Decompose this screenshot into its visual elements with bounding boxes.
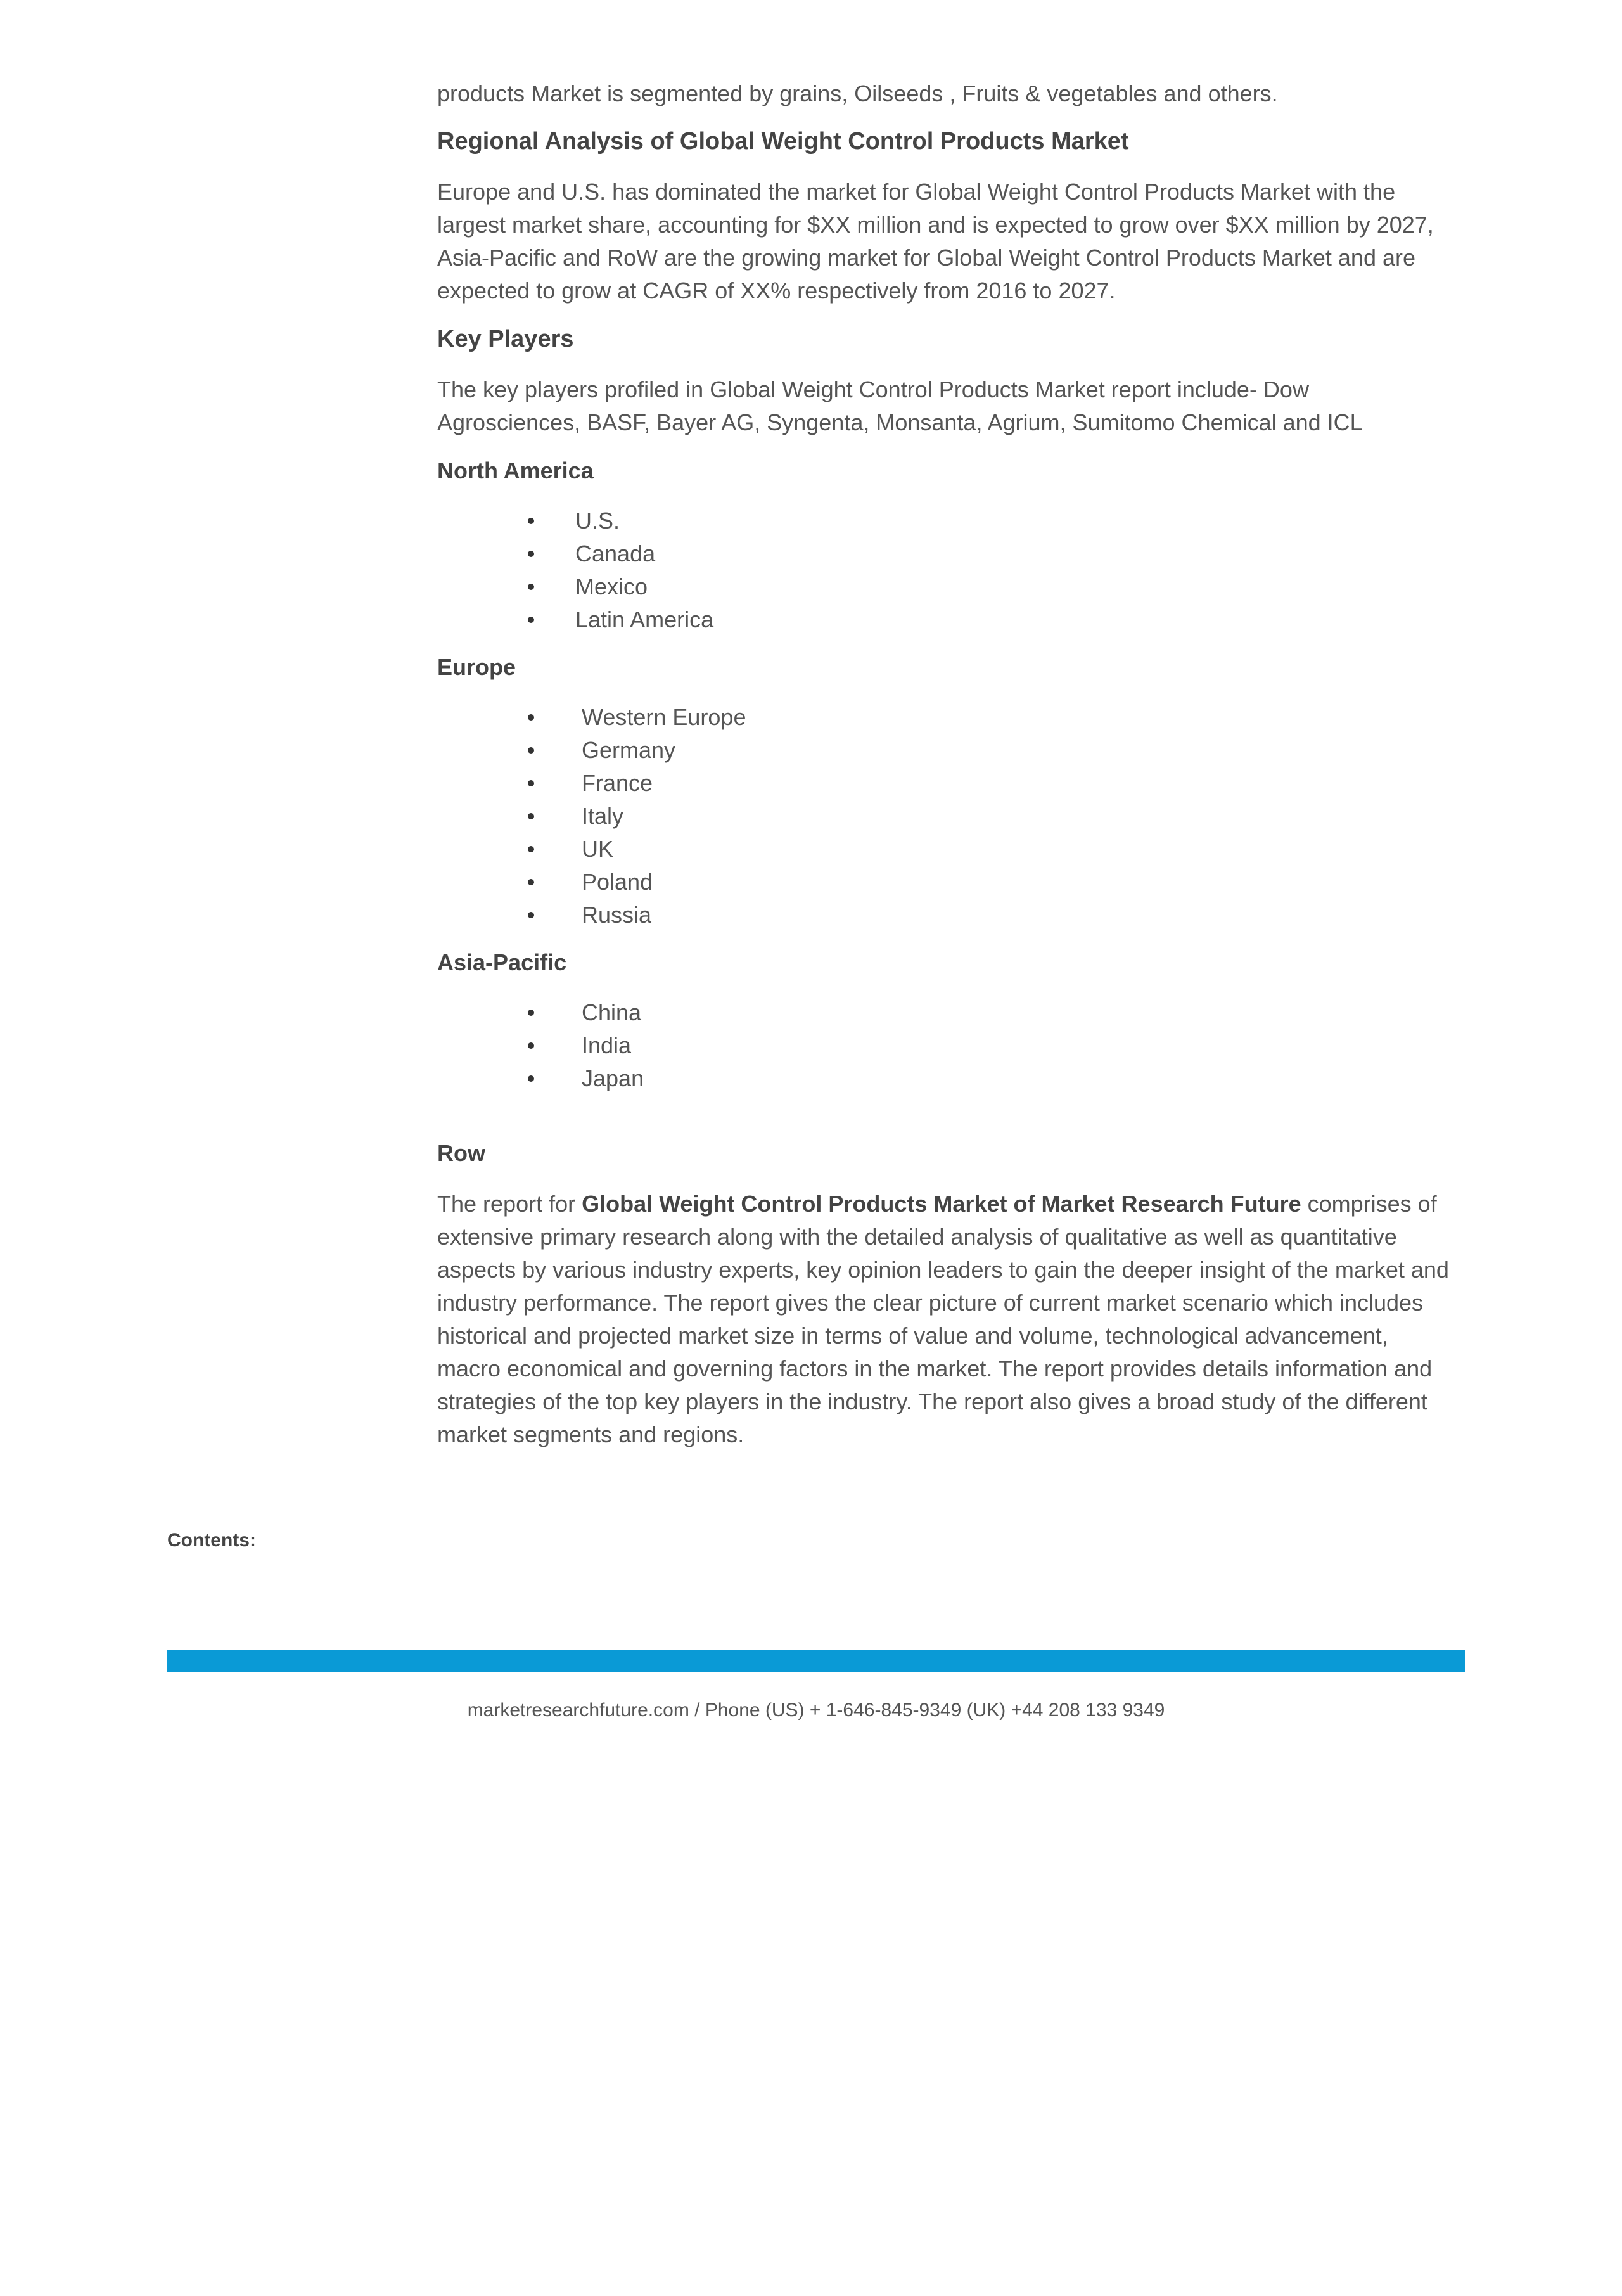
europe-list [437, 701, 746, 932]
row-paragraph [437, 1188, 1476, 1451]
intro-line: products Market is segmented by grains, Oilseeds , Fruits & vegetables and others. [437, 80, 1278, 106]
row-line: industry performance. The report gives the clear picture of current market scenario which includes [437, 1290, 1424, 1316]
list-item: India [437, 1029, 644, 1062]
contents-label: Contents: [167, 1530, 256, 1551]
bullet-icon [528, 584, 534, 590]
bullet-icon [528, 747, 534, 754]
regional-line: largest market share, accounting for $XX million and is expected to grow over $XX million by 2027, [437, 212, 1434, 238]
list-item: Western Europe [437, 701, 746, 734]
bullet-icon [528, 714, 534, 721]
row-first-line: The report for Global Weight Control Products Market of Market Research Future comprises of [437, 1191, 1437, 1217]
row-heading: Row [437, 1140, 485, 1166]
regional-heading: Regional Analysis of Global Weight Control Products Market [437, 128, 1129, 155]
row-line: aspects by various industry experts, key opinion leaders to gain the deeper insight of the market and [437, 1257, 1449, 1283]
bullet-icon [528, 912, 534, 918]
list-item: Russia [437, 899, 746, 932]
list-item: Germany [437, 734, 746, 767]
north-america-list [437, 504, 713, 636]
north-america-heading: North America [437, 458, 594, 484]
bullet-icon [528, 813, 534, 819]
regional-line: Asia-Pacific and RoW are the growing market for Global Weight Control Products Market and are [437, 245, 1416, 271]
key-players-line: The key players profiled in Global Weight Control Products Market report include- Dow [437, 376, 1309, 402]
list-item: U.S. [437, 504, 713, 537]
list-item: Latin America [437, 603, 713, 636]
bullet-icon [528, 551, 534, 557]
regional-line: Europe and U.S. has dominated the market for Global Weight Control Products Market with the [437, 179, 1396, 205]
bullet-icon [528, 1042, 534, 1049]
list-item: France [437, 767, 746, 800]
footer-contact: marketresearchfuture.com / Phone (US) + 1-646-845-9349 (UK) +44 208 133 9349 [467, 1700, 1165, 1721]
bullet-icon [528, 1075, 534, 1082]
list-item: Poland [437, 866, 746, 899]
row-line: strategies of the top key players in the industry. The report also gives a broad study of the different [437, 1389, 1427, 1414]
key-players-paragraph [437, 373, 1363, 439]
asia-pacific-heading: Asia-Pacific [437, 949, 567, 975]
list-item: Italy [437, 800, 746, 833]
list-item: Canada [437, 537, 713, 570]
bullet-icon [528, 879, 534, 885]
list-item: China [437, 996, 644, 1029]
list-item: Japan [437, 1062, 644, 1095]
bullet-icon [528, 846, 534, 852]
bullet-icon [528, 518, 534, 524]
bullet-icon [528, 780, 534, 786]
list-item: UK [437, 833, 746, 866]
asia-pacific-list [437, 996, 644, 1095]
row-line: historical and projected market size in terms of value and volume, technological advancement, [437, 1323, 1388, 1349]
bullet-icon [528, 617, 534, 623]
bullet-icon [528, 1010, 534, 1016]
footer-accent-bar [167, 1650, 1465, 1672]
row-line: market segments and regions. [437, 1421, 744, 1447]
row-line: extensive primary research along with the detailed analysis of qualitative as well as quantitative [437, 1224, 1397, 1250]
europe-heading: Europe [437, 654, 516, 680]
regional-paragraph [437, 176, 1434, 307]
row-line: macro economical and governing factors in the market. The report provides details information and [437, 1356, 1433, 1382]
key-players-line: Agrosciences, BASF, Bayer AG, Syngenta, Monsanta, Agrium, Sumitomo Chemical and ICL [437, 409, 1363, 435]
key-players-heading: Key Players [437, 326, 574, 352]
list-item: Mexico [437, 570, 713, 603]
regional-line: expected to grow at CAGR of XX% respectively from 2016 to 2027. [437, 278, 1116, 304]
